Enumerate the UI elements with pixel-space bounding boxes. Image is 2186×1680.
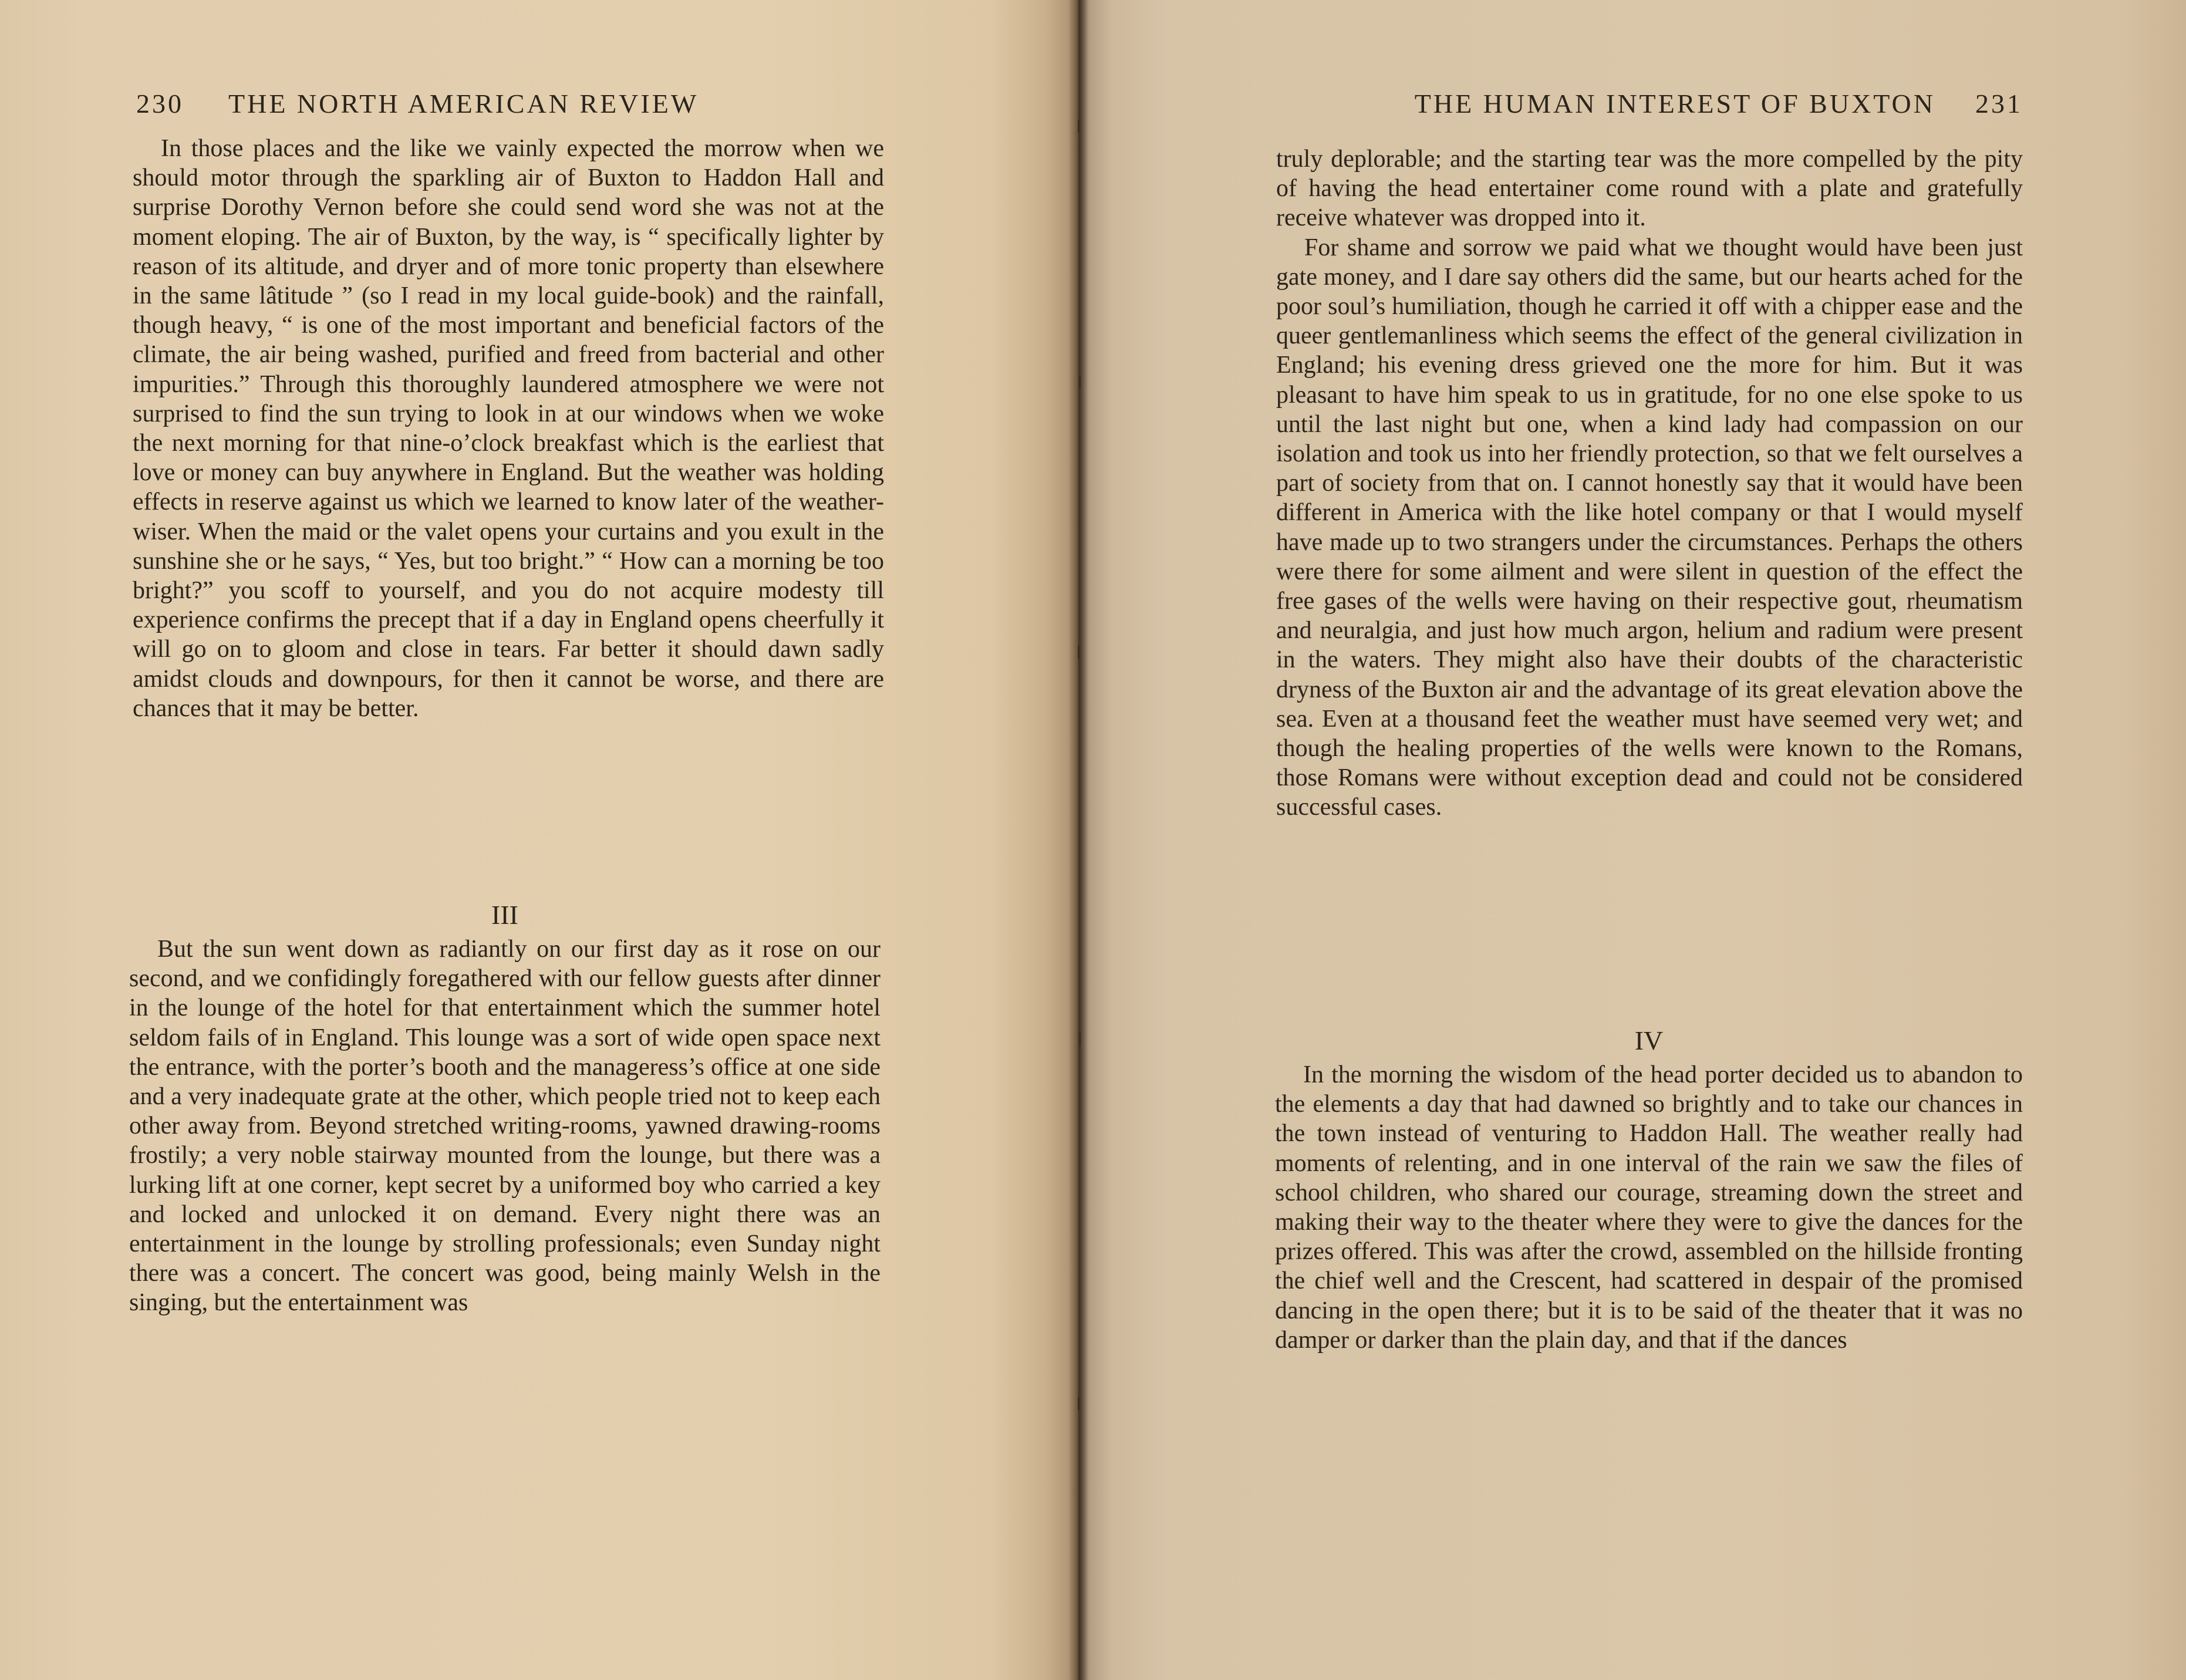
right-running-head [1358, 88, 2023, 119]
book-gutter [1068, 0, 1088, 1680]
paragraph: But the sun went down as radiantly on our first day as it rose on our second, and we confidingly foregathered with our fellow guests after dinner in the lounge of the hotel for that entertainment which the summer hotel seldom fails of in England. This lounge was a sort of wide open space next the entrance, with the porter’s booth and the manageress’s office at one side and a very inadequate grate at the other, which people tried not to keep each other away from. Beyond stretched writing-rooms, yawned drawing-rooms frostily; a very noble stairway mounted from the lounge, but there was a lurking lift at one corner, kept secret by a uniformed boy who carried a key and locked and unlocked it on demand. Every night there was an entertainment in the lounge by strolling professionals; even Sunday night there was a concert. The concert was good, being mainly Welsh in the singing, but the entertainment was [129, 936, 881, 1317]
left-body-text [133, 134, 884, 723]
right-section-text [1275, 1060, 2023, 1355]
right-running-title: THE HUMAN INTEREST OF BUXTON [1414, 89, 1935, 119]
section-heading-iii: III [491, 900, 518, 930]
right-body-text [1276, 144, 2023, 822]
left-running-title: THE NORTH AMERICAN REVIEW [228, 89, 699, 119]
left-section-text [129, 935, 881, 1318]
page-edge-mark [1079, 376, 1081, 389]
page-edge-mark [1078, 120, 1079, 133]
left-page-number: 230 [136, 89, 184, 119]
continued-paragraph: truly deplorable; and the starting tear was the more compelled by the pity of having the head entertainer come round with a plate and gratefully receive whatever was dropped into it. [1276, 146, 2023, 232]
page-edge-mark [1079, 1033, 1081, 1046]
right-page-number: 231 [1975, 89, 2023, 119]
section-heading-iv: IV [1634, 1025, 1664, 1055]
left-running-head [136, 88, 888, 119]
page-edge-mark [1078, 646, 1079, 659]
paragraph: In those places and the like we vainly expected the morrow when we should motor through the sparkling air of Buxton to Haddon Hall and surprise Dorothy Vernon before she could send word she was not at the moment eloping. The air of Buxton, by the way, is “ specifically lighter by reason of its altitude, and dryer and of more tonic property than elsewhere in the same lâtitude ” (so I read in my local guide-book) and the rainfall, though heavy, “ is one of the most important and beneficial factors of the climate, the air being washed, purified and freed from bacterial and other impurities.” Through this thoroughly laundered atmosphere we were not surprised to find the sun trying to look in at our windows when we woke the next morning for that nine-o’clock breakfast which is the earliest that love or money can buy anywhere in England. But the weather was holding effects in reserve against us which we learned to know later of the weather-wiser. When the maid or the valet opens your curtains and you exult in the sunshine she or he says, “ Yes, but too bright.” “ How can a morning be too bright?” you scoff to yourself, and you do not acquire modesty till experience confirms the precept that if a day in England opens cheerfully it will go on to gloom and close in tears. Far better it should dawn sadly amidst clouds and downpours, for then it cannot be worse, and there are chances that it may be better. [133, 135, 884, 722]
paragraph: In the morning the wisdom of the head porter decided us to abandon to the elements a day that had dawned so brightly and to take our chances in the town instead of venturing to Haddon Hall. The weather really had moments of relenting, and in one interval of the rain we saw the files of school children, who shared our courage, streaming down the street and making their way to the theater where they were to give the dances for the prizes offered. This was after the crowd, assembled on the hillside fronting the chief well and the Crescent, had scattered in despair of the promised dancing in the open there; but it is to be said of the theater that it was no damper or darker than the plain day, and that if the dances [1275, 1061, 2023, 1354]
page-edge-mark [1078, 1397, 1079, 1410]
paragraph: For shame and sorrow we paid what we thought would have been just gate money, and I dare say others did the same, but our hearts ached for the poor soul’s humiliation, though he carried it off with a chipper ease and the queer gentlemanliness which seems the effect of the general civilization in England; his evening dress grieved one the more for him. But it was pleasant to have him speak to us in gratitude, for no one else spoke to us until the last night but one, when a kind lady had compassion on our isolation and took us into her friendly protection, so that we felt ourselves a part of society from that on. I cannot honestly say that it would have been different in America with the like hotel company or that I would myself have made up to two strangers under the circumstances. Perhaps the others were there for some ailment and were silent in question of the effect the free gases of the wells were having on their respective gout, rheumatism and neuralgia, and just how much argon, helium and radium were present in the waters. They might also have their doubts of the characteristic dryness of the Buxton air and the advantage of its great elevation above the sea. Even at a thousand feet the weather must have seemed very wet; and though the healing properties of the wells were known to the Romans, those Romans were without exception dead and could not be considered successful cases. [1276, 234, 2023, 821]
